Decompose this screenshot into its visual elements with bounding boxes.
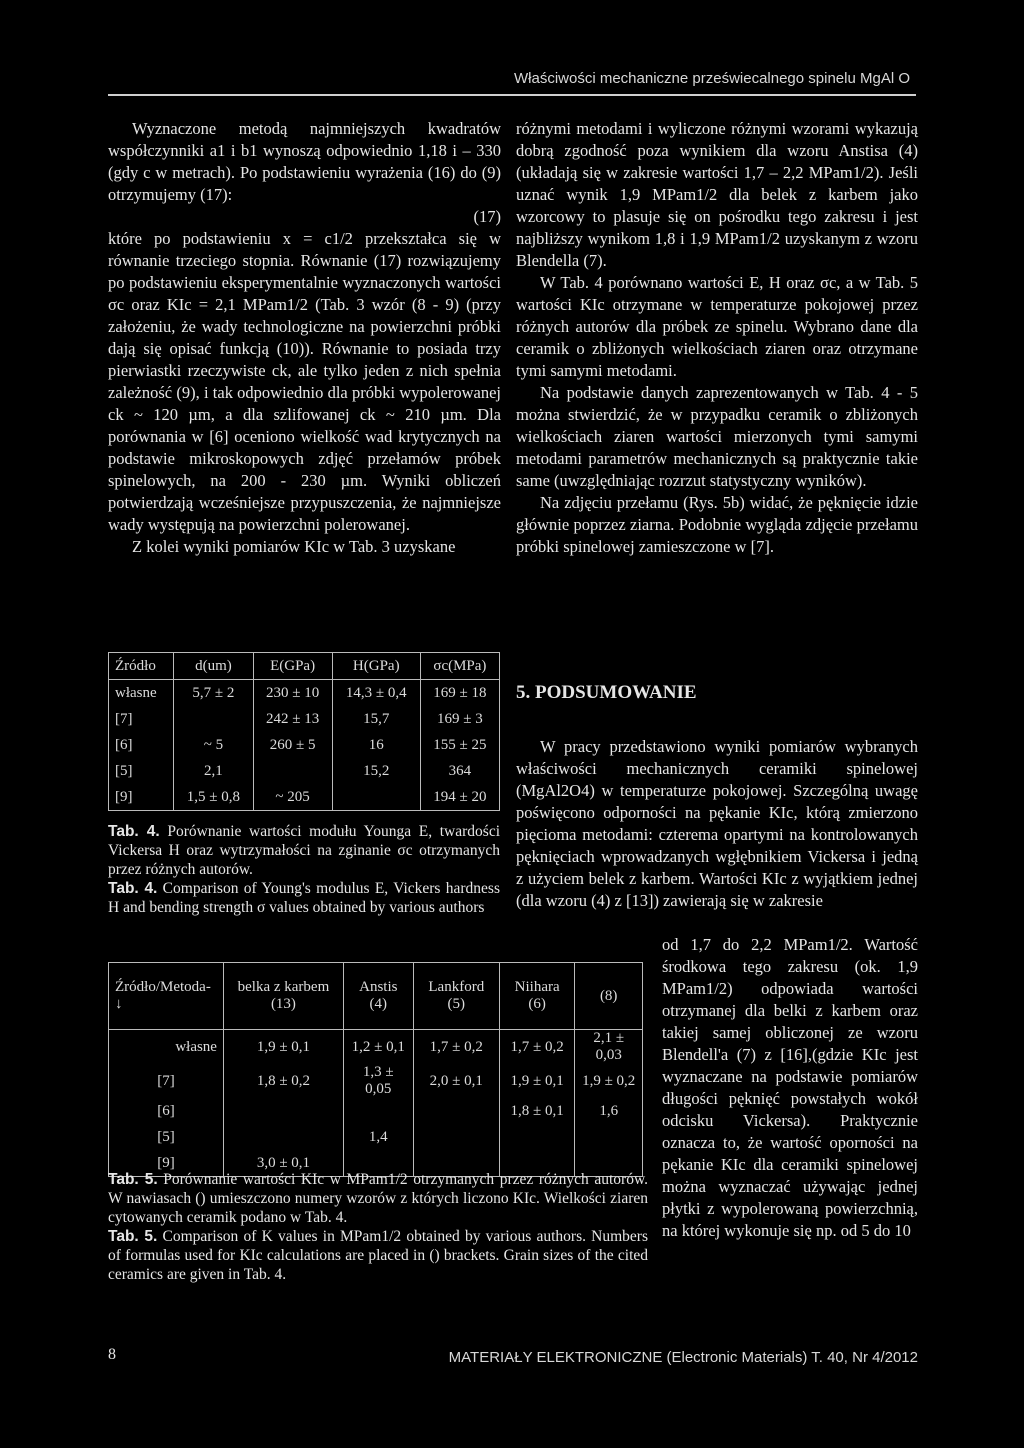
summary-paragraph [516,736,918,912]
table-cell: [5] [109,758,174,784]
table-cell: [5] [109,1124,224,1150]
caption-text: Comparison of Young's modulus E, Vickers hardness H and bending strength σ values obtained by various authors [108,880,500,916]
table-cell: własne [109,1030,224,1065]
table-row [109,758,500,784]
table-cell: [6] [109,732,174,758]
table-cell: [6] [109,1098,224,1124]
table-cell: 1,6 [575,1098,643,1124]
table-cell: 1,8 ± 0,1 [499,1098,574,1124]
table-cell [499,1124,574,1150]
table-cell: [7] [109,1064,224,1098]
equation-number: (17) [473,207,501,226]
table-4-caption [108,822,500,917]
caption-label: Tab. 4. [108,823,160,840]
right-paragraph-4: Na zdjęciu przełamu (Rys. 5b) widać, że pęknięcie idzie głównie poprzez ziarna. Podobnie wygląda zdjęcie przełamu próbki spinelowej zamieszczone w [7]. [516,493,918,556]
left-paragraph-1: Wyznaczone metodą najmniejszych kwadratów współczynniki a1 i b1 wynoszą odpowiednio 1,18 i – 330 (gdy c w metrach). Po podstawieniu wyrażenia (16) do (9) otrzymujemy (17): [108,119,501,204]
table-header-cell: Anstis (4) [343,963,413,1030]
table-cell: ~ 205 [253,784,332,811]
caption-en [108,879,500,917]
table-row [109,1124,643,1150]
table-cell: 1,9 ± 0,1 [223,1030,343,1065]
table-cell: 1,9 ± 0,1 [499,1064,574,1098]
table-header-cell: E(GPa) [253,653,332,680]
table-header-cell: (8) [575,963,643,1030]
table-cell: 1,9 ± 0,2 [575,1064,643,1098]
table-cell: 16 [332,732,420,758]
caption-en [108,1227,648,1284]
table-row [109,784,500,811]
table-row [109,1030,643,1065]
caption-label: Tab. 4. [108,880,158,897]
table-cell: 194 ± 20 [420,784,499,811]
table-row [109,680,500,707]
left-paragraph-3: Z kolei wyniki pomiarów KIc w Tab. 3 uzyskane [132,537,456,556]
table-cell: 1,5 ± 0,8 [174,784,253,811]
running-header: Właściwości mechaniczne przeświecalnego spinelu MgAl O [514,70,910,87]
table-cell: 260 ± 5 [253,732,332,758]
table-header-cell: d(um) [174,653,253,680]
table-cell [575,1124,643,1150]
table-cell: [9] [109,784,174,811]
table-cell: 15,7 [332,706,420,732]
table-cell: 5,7 ± 2 [174,680,253,707]
table-cell: 169 ± 18 [420,680,499,707]
page-number: 8 [108,1346,116,1363]
table-cell: 1,3 ± 0,05 [343,1064,413,1098]
table-cell [343,1098,413,1124]
table-cell: 1,7 ± 0,2 [413,1030,499,1065]
caption-text: Porównanie wartości modułu Younga E, twardości Vickersa H oraz wytrzymałości na zginanie σc otrzymanych przez różnych autorów. [108,823,501,878]
table-header-row [109,653,500,680]
caption-text: Porównanie wartości KIc w MPam1/2 otrzymanych przez różnych autorów. W nawiasach () umieszczono numery wzorów z których liczono KIc. Wielkości ziaren cytowanych ceramik podano w Tab. 4. [108,1171,649,1226]
table-cell: 1,4 [343,1124,413,1150]
table-cell: 2,1 ± 0,03 [575,1030,643,1065]
caption-label: Tab. 5. [108,1171,158,1188]
table-cell [332,784,420,811]
table-row [109,1098,643,1124]
table-cell [174,706,253,732]
table-4 [108,652,500,811]
caption-pl [108,822,500,879]
table-cell: 1,8 ± 0,2 [223,1064,343,1098]
table-cell: 15,2 [332,758,420,784]
table-cell [413,1124,499,1150]
table-cell: ~ 5 [174,732,253,758]
table-cell: 364 [420,758,499,784]
table-5 [108,962,643,1177]
caption-text: Comparison of K values in MPam1/2 obtained by various authors. Numbers of formulas used for KIc calculations are placed in () brackets. Grain sizes of the cited ceramics are given in Tab. 4. [108,1228,648,1283]
table-row [109,1064,643,1098]
table-cell [223,1124,343,1150]
table-cell: [9] [109,1150,224,1177]
right-column [516,118,918,558]
table-cell: 1,7 ± 0,2 [499,1030,574,1065]
table-row [109,706,500,732]
table-cell [223,1098,343,1124]
journal-footer: MATERIAŁY ELEKTRONICZNE (Electronic Materials) T. 40, Nr 4/2012 [448,1349,918,1366]
table-header-cell: Lankford (5) [413,963,499,1030]
summary-text-b: od 1,7 do 2,2 MPam1/2. Wartość środkowa tego zakresu (ok. 1,9 MPam1/2) odpowiada wartości otrzymanej dla belki z karbem oraz takiej samej obliczonej ze wzoru Blendell'a (7) z [16],(gdzie KIc jest wyznaczane na podstawie pomiarów długości pęknięć powstałych wokół odcisku Vickersa). Praktycznie oznacza to, że wartość oporności na pękanie KIc dla ceramiki spinelowej można wyznaczać używając jednej płytki z wypolerowaną powierzchnią, na której wykonuje się np. od 5 do 10 [662,935,918,1240]
table-header-row [109,963,643,1030]
header-rule [108,94,916,96]
table-cell: 2,1 [174,758,253,784]
table-cell [253,758,332,784]
table-cell: własne [109,680,174,707]
table-5-caption [108,1170,648,1284]
section-heading: 5. PODSUMOWANIE [516,682,697,703]
table-cell: 155 ± 25 [420,732,499,758]
left-paragraph-2: które po podstawieniu x = c1/2 przekształca się w równanie trzeciego stopnia. Równanie (17) rozwiązujemy po podstawieniu eksperymentalnie wyznaczonych wartości σc oraz KIc = 2,1 MPam1/2 (Tab. 3 wzór (8 - 9) (przy założeniu, że wady technologiczne na powierzchni próbki dają się opisać funkcją (10)). Równanie to posiada trzy pierwiastki rzeczywiste ck, ale tylko jeden z nich spełnia zależność (9), i tak odpowiednio dla próbki wypolerowanej ck ~ 120 µm, a dla szlifowanej ck ~ 210 µm. Dla porównania w [6] oceniono wielkość wad krytycznych na podstawie mikroskopowych zdjęć przełamów próbek spinelowych, na 200 - 230 µm. Wyniki obliczeń potwierdzają wcześniejsze przypuszczenia, że najmniejsze wady występują na powierzchni polerowanej. [108,229,501,534]
caption-label: Tab. 5. [108,1228,158,1245]
table-header-cell: Źródło [109,653,174,680]
table-cell: 14,3 ± 0,4 [332,680,420,707]
right-paragraph-2: W Tab. 4 porównano wartości E, H oraz σc, a w Tab. 5 wartości KIc otrzymane w temperaturze pokojowej przez różnych autorów dla próbek ze spinelu. Wybrano dane dla ceramik o zbliżonych wielkościach ziaren oraz otrzymane tymi samymi metodami. [516,273,918,380]
left-column [108,118,501,558]
table-header-cell: H(GPa) [332,653,420,680]
summary-text-a: W pracy przedstawiono wyniki pomiarów wybranych właściwości mechanicznych ceramiki spinelowej (MgAl2O4) w temperaturze pokojowej. Szczególną uwagę poświęcono odporności na pękanie KIc, którą zmierzono pięcioma metodami: czterema opartymi na kontrolowanych pęknięciach wprowadzanych wgłębnikiem Vickersa i jedną z użyciem belek z karbem. Wartości KIc z wyjątkiem jednej (dla wzoru (4) z [13]) zawierają się w zakresie [516,737,918,910]
table-cell: 169 ± 3 [420,706,499,732]
table-cell [413,1098,499,1124]
summary-paragraph-continued [662,934,918,1242]
table-header-cell: belka z karbem (13) [223,963,343,1030]
table-cell: 3,0 ± 0,1 [223,1150,343,1177]
table-cell: 230 ± 10 [253,680,332,707]
table-cell: 1,2 ± 0,1 [343,1030,413,1065]
table-header-cell: σc(MPa) [420,653,499,680]
table-header-cell: Źródło/Metoda-↓ [109,963,224,1030]
table-cell: 242 ± 13 [253,706,332,732]
table-cell: 2,0 ± 0,1 [413,1064,499,1098]
table-header-cell: Niihara (6) [499,963,574,1030]
table-row [109,732,500,758]
right-paragraph-3: Na podstawie danych zaprezentowanych w Tab. 4 - 5 można stwierdzić, że w przypadku ceramik o zbliżonych wielkościach ziaren wartości mierzonych tymi samymi metodami parametrów mechanicznych są praktycznie takie same (uwzględniając rozrzut statystyczny wyników). [516,383,918,490]
right-paragraph-1: różnymi metodami i wyliczone różnymi wzorami wykazują dobrą zgodność poza wynikiem dla wzoru Anstisa (4) (układają się w zakresie wartości 1,7 – 2,2 MPam1/2). Jeśli uznać wynik 1,9 MPam1/2 dla belek z karbem jako wzorcowy to plasuje się on pośrodku tego zakresu i jest najbliższy wynikom 1,8 i 1,9 MPam1/2 uzyskanym z wzoru Blendella (7). [516,119,918,270]
table-cell: [7] [109,706,174,732]
caption-pl [108,1170,648,1227]
